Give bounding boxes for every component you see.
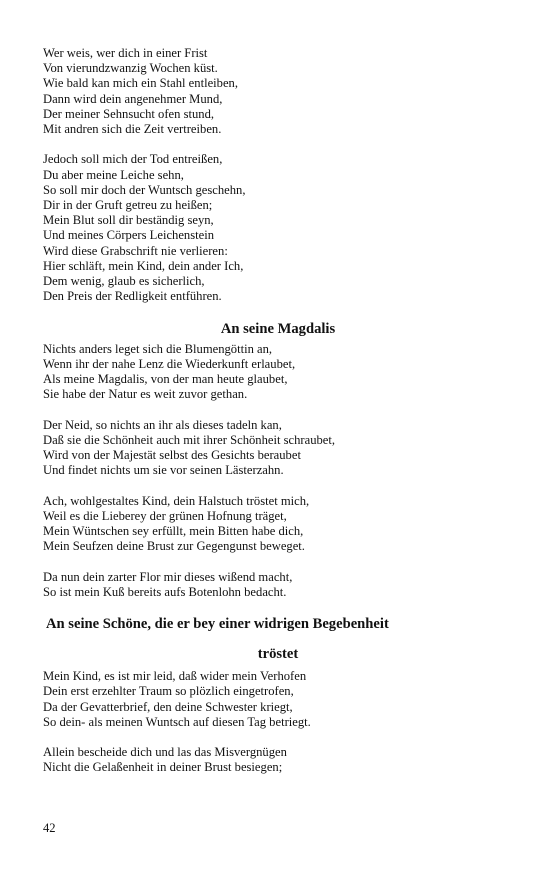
verse-line: So soll mir doch der Wuntsch geschehn,	[43, 182, 246, 197]
poem-title-magdalis: An seine Magdalis	[220, 320, 336, 337]
poem-schoene	[43, 669, 513, 775]
verse-line: So dein- als meinen Wuntsch auf diesen Tag betriegt.	[43, 714, 311, 729]
verse-line: Wer weis, wer dich in einer Frist	[43, 46, 208, 60]
verse-line: Den Preis der Redligkeit entführen.	[43, 289, 222, 304]
verse-line: Mein Kind, es ist mir leid, daß wider mein Verhofen	[43, 669, 307, 684]
poem-continuation	[43, 46, 513, 304]
poem-magdalis	[43, 342, 513, 600]
stanza	[43, 745, 513, 775]
verse-line: Von vierundzwanzig Wochen küst.	[43, 61, 218, 76]
page-number: 42	[43, 821, 56, 835]
verse-line: Nichts anders leget sich die Blumengöttin an,	[43, 341, 273, 356]
stanza	[43, 494, 513, 555]
poem-title-schoene-line2: tröstet	[257, 646, 299, 663]
verse-line: Mein Seufzen deine Brust zur Gegengunst beweget.	[43, 539, 305, 554]
verse-line: Dem wenig, glaub es sicherlich,	[43, 274, 205, 289]
stanza	[43, 46, 513, 137]
verse-line: Du aber meine Leiche sehn,	[43, 167, 184, 182]
stanza	[43, 342, 513, 403]
verse-line: Dann wird dein angenehmer Mund,	[43, 91, 223, 106]
verse-line: So ist mein Kuß bereits aufs Botenlohn bedacht.	[43, 584, 287, 599]
verse-line: Mit andren sich die Zeit vertreiben.	[43, 122, 222, 137]
verse-line: Der Neid, so nichts an ihr als dieses tadeln kan,	[43, 417, 282, 432]
verse-line: Wird diese Grabschrift nie verlieren:	[43, 243, 228, 258]
verse-line: Wenn ihr der nahe Lenz die Wiederkunft erlaubet,	[43, 356, 296, 371]
verse-line: Mein Blut soll dir beständig seyn,	[43, 213, 214, 228]
verse-line: Hier schläft, mein Kind, dein ander Ich,	[43, 258, 244, 273]
verse-line: Wie bald kan mich ein Stahl entleiben,	[43, 76, 238, 91]
verse-line: Daß sie die Schönheit auch mit ihrer Schönheit schraubet,	[43, 432, 336, 447]
verse-line: Der meiner Sehnsucht ofen stund,	[43, 106, 215, 121]
stanza	[43, 152, 513, 304]
verse-line: Nicht die Gelaßenheit in deiner Brust besiegen;	[43, 760, 283, 775]
verse-line: Allein bescheide dich und las das Misvergnügen	[43, 745, 287, 760]
verse-line: Dein erst erzehlter Traum so plözlich eingetrofen,	[43, 684, 294, 699]
verse-line: Dir in der Gruft getreu zu heißen;	[43, 198, 213, 213]
poem-title-schoene: An seine Schöne, die er bey einer widrigen Begebenheit	[46, 616, 389, 633]
verse-line: Da der Gevatterbrief, den deine Schwester kriegt,	[43, 699, 293, 714]
verse-line: Und findet nichts um sie vor seinen Lästerzahn.	[43, 463, 284, 478]
verse-line: Weil es die Lieberey der grünen Hofnung träget,	[43, 508, 287, 523]
verse-line: Und meines Cörpers Leichenstein	[43, 228, 215, 243]
verse-line: Sie habe der Natur es weit zuvor gethan.	[43, 387, 248, 402]
verse-line: Jedoch soll mich der Tod entreißen,	[43, 152, 223, 167]
verse-line: Ach, wohlgestaltes Kind, dein Halstuch tröstet mich,	[43, 493, 310, 508]
page-body	[43, 46, 513, 791]
verse-line: Wird von der Majestät selbst des Gesichts beraubet	[43, 448, 301, 463]
stanza	[43, 570, 513, 600]
verse-line: Da nun dein zarter Flor mir dieses wißend macht,	[43, 569, 293, 584]
stanza	[43, 669, 513, 730]
verse-line: Mein Wüntschen sey erfüllt, mein Bitten habe dich,	[43, 524, 304, 539]
verse-line: Als meine Magdalis, von der man heute glaubet,	[43, 372, 288, 387]
stanza	[43, 418, 513, 479]
